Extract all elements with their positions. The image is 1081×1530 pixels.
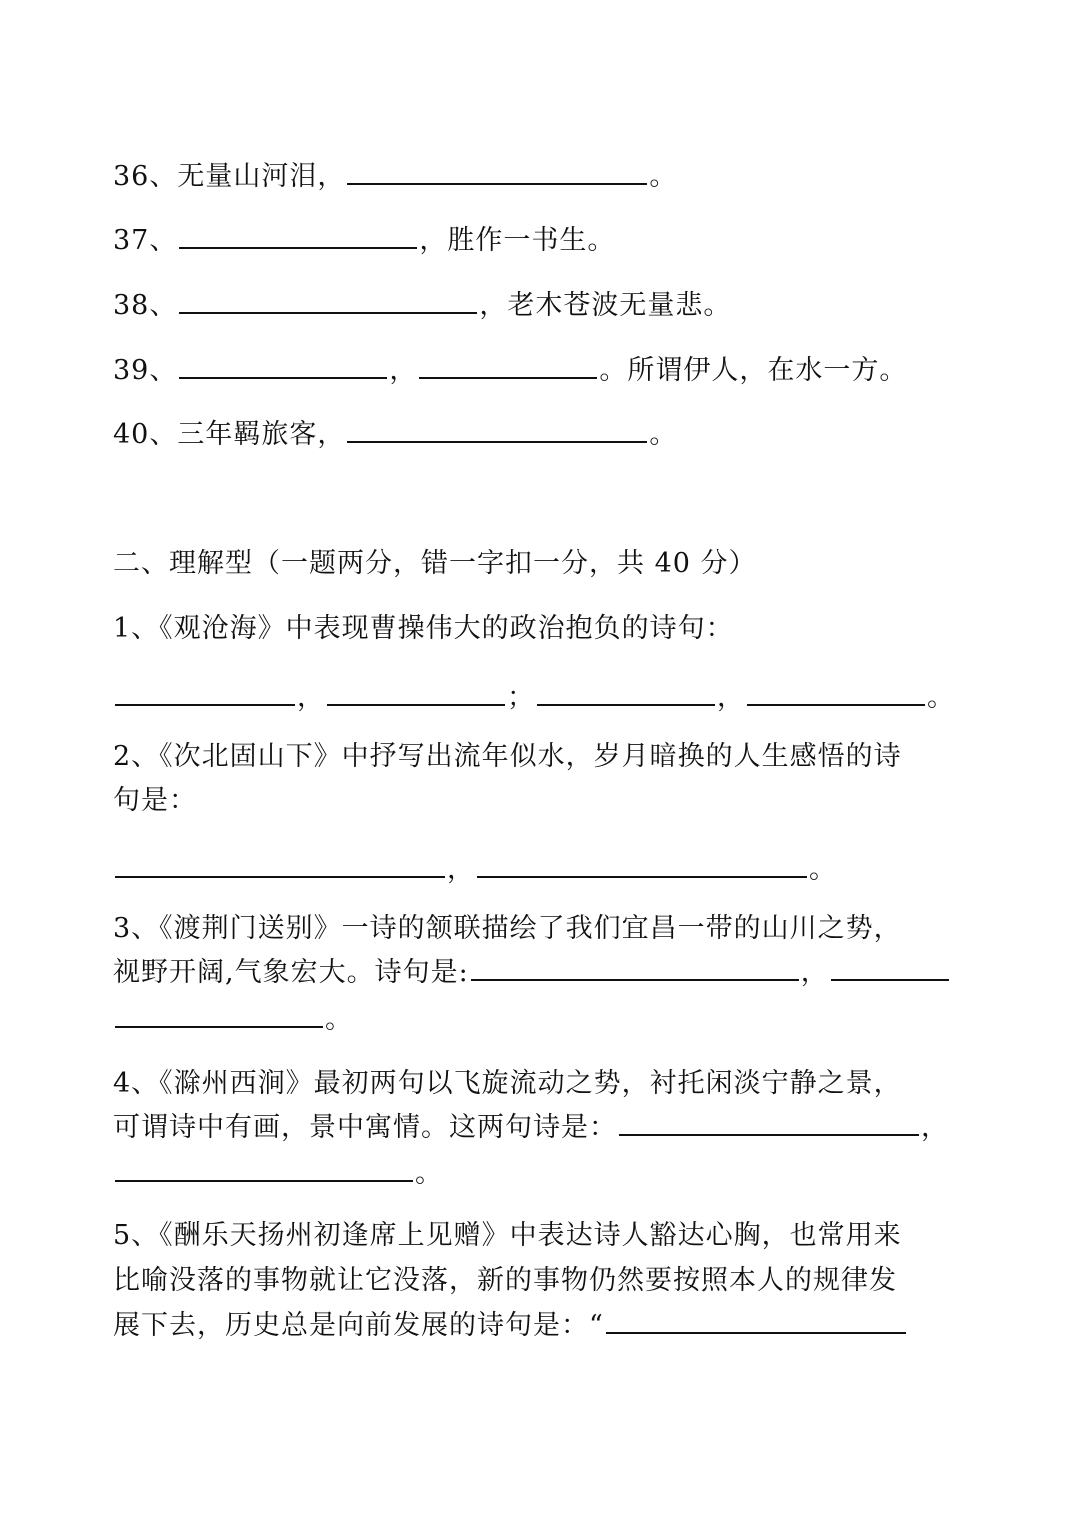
punctuation: 。	[927, 682, 955, 713]
q5-text-line2: 比喻没落的事物就让它没落，新的事物仍然要按照本人的规律发	[113, 1265, 897, 1296]
question-39	[113, 351, 907, 391]
question-text: 。所谓伊人，在水一方。	[599, 355, 908, 386]
question-text: 。	[649, 161, 678, 192]
punctuation: ，	[717, 682, 745, 713]
question-text: 展下去，历史总是向前发展的诗句是：“	[113, 1310, 604, 1341]
answer-blank[interactable]	[419, 351, 597, 379]
question-38	[113, 286, 731, 326]
answer-blank[interactable]	[115, 1000, 323, 1028]
answer-blank[interactable]	[179, 221, 417, 249]
q4-text-line2	[113, 1108, 949, 1148]
punctuation: ，	[921, 1112, 949, 1143]
q2-answer-line	[113, 850, 837, 890]
question-number: 39、	[113, 355, 178, 386]
q1-text: 1、《观沧海》中表现曹操伟大的政治抱负的诗句：	[113, 613, 734, 644]
q4-answer-continuation	[113, 1154, 443, 1194]
q2-text-line2: 句是：	[113, 785, 197, 816]
question-text: 可谓诗中有画，景中寓情。这两句诗是：	[113, 1112, 617, 1143]
q5-text-line3	[113, 1306, 908, 1346]
question-36	[113, 157, 677, 197]
punctuation: ，	[800, 957, 829, 988]
answer-blank[interactable]	[831, 953, 949, 981]
q1-answer-line	[113, 678, 955, 718]
question-text: 三年羁旅客，	[177, 419, 346, 450]
answer-blank[interactable]	[327, 678, 505, 706]
answer-blank[interactable]	[471, 953, 799, 981]
answer-blank[interactable]	[537, 678, 715, 706]
q3-answer-continuation	[113, 1000, 353, 1040]
q5-text-line1: 5、《酬乐天扬州初逢席上见赠》中表达诗人豁达心胸，也常用来	[113, 1220, 902, 1251]
question-number: 36、	[113, 161, 178, 192]
question-40	[113, 415, 677, 455]
punctuation: 。	[415, 1158, 443, 1189]
q2-text-line1: 2、《次北固山下》中抒写出流年似水，岁月暗换的人生感悟的诗	[113, 741, 902, 772]
question-text: 视野开阔,气象宏大。诗句是:	[113, 957, 469, 988]
answer-blank[interactable]	[606, 1306, 906, 1334]
question-number: 37、	[113, 225, 178, 256]
answer-blank[interactable]	[347, 157, 647, 185]
question-number: 38、	[113, 290, 178, 321]
punctuation: ，	[389, 355, 418, 386]
q3-text-line2	[113, 953, 951, 993]
answer-blank[interactable]	[179, 286, 477, 314]
answer-blank[interactable]	[347, 415, 647, 443]
question-text: ，胜作一书生。	[419, 225, 616, 256]
q3-text-line1: 3、《渡荆门送别》一诗的颔联描绘了我们宜昌一带的山川之势，	[113, 913, 902, 944]
punctuation: ；	[507, 682, 535, 713]
section-heading: 二、理解型（一题两分，错一字扣一分，共 40 分）	[113, 548, 757, 579]
answer-blank[interactable]	[115, 678, 295, 706]
q4-text-line1: 4、《滁州西涧》最初两句以飞旋流动之势，衬托闲淡宁静之景，	[113, 1068, 902, 1099]
answer-blank[interactable]	[747, 678, 925, 706]
answer-blank[interactable]	[115, 850, 445, 878]
answer-blank[interactable]	[115, 1154, 413, 1182]
punctuation: 。	[809, 854, 837, 885]
answer-blank[interactable]	[619, 1108, 919, 1136]
answer-blank[interactable]	[179, 351, 387, 379]
question-text: ，老木苍波无量悲。	[479, 290, 732, 321]
question-text: 无量山河泪，	[177, 161, 346, 192]
punctuation: 。	[325, 1004, 353, 1035]
punctuation: ，	[297, 682, 325, 713]
question-37	[113, 221, 615, 261]
question-number: 40、	[113, 419, 178, 450]
punctuation: ，	[447, 854, 475, 885]
question-text: 。	[649, 419, 678, 450]
answer-blank[interactable]	[477, 850, 807, 878]
